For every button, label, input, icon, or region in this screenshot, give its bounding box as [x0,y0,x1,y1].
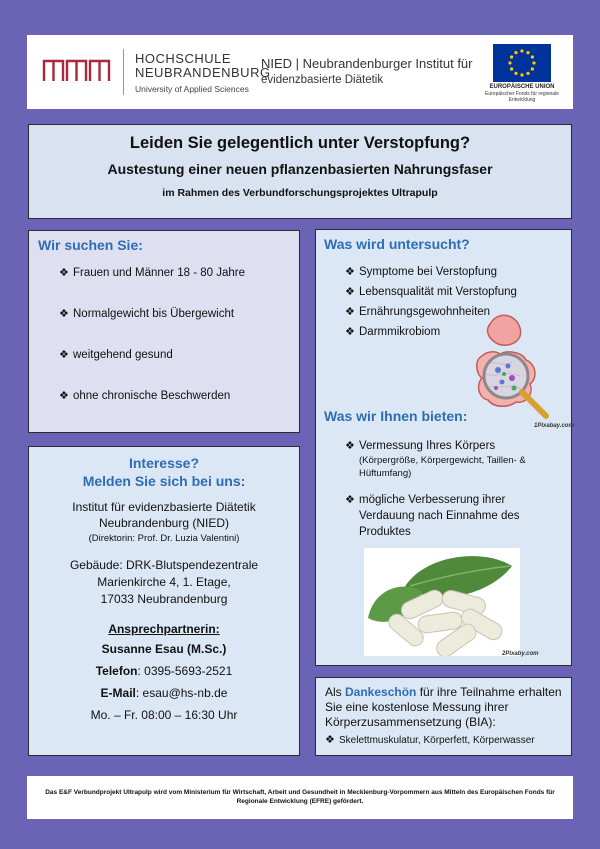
search-panel [28,230,300,433]
bullet-diamond-icon: ❖ [345,286,355,298]
email-line: E-Mail: esau@hs-nb.de [100,686,228,700]
bullet-diamond-icon: ❖ [345,266,355,278]
eu-star-icon [510,55,513,58]
subtitle: Austestung einer neuen pflanzenbasierten Nahrungsfaser [107,161,493,177]
eu-title: EUROPÄISCHE UNION [489,84,555,90]
funding-footer: Das E&F Verbundprojekt Ultrapulp wird vom Ministerium für Wirtschaft, Arbeit und Gesundheit in Mecklenburg-Vorpommern aus Mitteln des Europäischen Fonds für Regionale Entwicklung (EFRE) gefördert. [27,776,573,819]
bullet-diamond-icon: ❖ [59,390,69,402]
list-item: ❖ Darmmikrobiom [345,326,441,338]
hochschule-name: HOCHSCHULE NEUBRANDENBURG [135,51,271,80]
project-line: im Rahmen des Verbundforschungsprojektes Ultrapulp [162,187,438,199]
bullet-diamond-icon: ❖ [345,326,355,338]
list-item: ❖ Lebensqualität mit Verstopfung [345,286,517,298]
list-item: ❖ Ernährungsgewohnheiten [345,306,491,318]
eu-star-icon [526,51,529,54]
eu-star-icon [508,61,511,64]
list-item: ❖ Vermessung Ihres Körpers (Körpergröße, Körpergewicht, Taillen- & Hüftumfang) [345,440,526,479]
eu-star-icon [531,55,534,58]
image-credit: 1Pixabay.com [534,423,574,429]
phone-number[interactable]: : 0395-5693-2521 [137,664,233,678]
bullet-diamond-icon: ❖ [59,308,69,320]
thanks-text: Als Dankeschön für ihre Teilnahme erhalten Sie eine kostenlose Messung ihrer Körperzusammensetzung (BIA): [325,685,562,729]
thanks-panel [315,677,572,756]
list-item: ❖ mögliche Verbesserung ihrer Verdauung nach Einnahme des Produktes [345,494,520,538]
capsules-photo [364,548,520,656]
address: Gebäude: DRK-Blutspendezentrale Marienkirche 4, 1. Etage, 17033 Neubrandenburg [69,558,259,606]
examined-heading: Was wird untersucht? [324,236,470,252]
bullet-diamond-icon: ❖ [59,267,69,279]
office-hours: Mo. – Fr. 08:00 – 16:30 Uhr [90,708,238,722]
examination-panel [315,229,572,666]
logo-divider [123,49,124,95]
list-item: ❖ Normalgewicht bis Übergewicht [59,308,235,320]
bullet-diamond-icon: ❖ [325,734,335,746]
hochschule-subtitle: University of Applied Sciences [135,84,249,94]
bullet-diamond-icon: ❖ [345,440,355,452]
eu-star-icon [526,72,529,75]
eu-star-icon [510,67,513,70]
eu-star-icon [531,67,534,70]
eu-star-icon [520,73,523,76]
eu-subtitle: Europäischer Fonds für regionale Entwicklung [485,91,559,103]
eu-star-icon [532,61,535,64]
offer-heading: Was wir Ihnen bieten: [324,408,468,424]
eu-star-icon [514,72,517,75]
director: (Direktorin: Prof. Dr. Luzia Valentini) [88,533,240,544]
nied-name: NIED | Neubrandenburger Institut für [261,56,473,71]
bullet-diamond-icon: ❖ [345,306,355,318]
header-banner [27,35,573,109]
contact-person-label: Ansprechpartnerin: [108,622,220,636]
bullet-diamond-icon: ❖ [59,349,69,361]
contact-panel [28,446,300,756]
title-panel [28,124,572,219]
list-item: ❖ Frauen und Männer 18 - 80 Jahre [59,267,245,279]
list-item: ❖ ohne chronische Beschwerden [59,390,231,402]
eu-star-icon [514,51,517,54]
hochschule-logo-icon [41,55,113,83]
list-item: ❖ Skelettmuskulatur, Körperfett, Körperwasser [325,734,535,746]
search-heading: Wir suchen Sie: [38,237,143,253]
nied-subtitle: evidenzbasierte Diätetik [261,74,384,86]
list-item: ❖ Symptome bei Verstopfung [345,266,498,278]
digestive-magnifier-illustration [468,304,568,428]
contact-person-name: Susanne Esau (M.Sc.) [101,642,227,656]
list-item: ❖ weitgehend gesund [59,349,173,361]
institute-name: Institut für evidenzbasierte Diätetik Neubrandenburg (NIED) (Direktorin: Prof. Dr. Luzia Valentini) [29,499,299,547]
bullet-diamond-icon: ❖ [345,494,355,506]
main-title: Leiden Sie gelegentlich unter Verstopfung? [129,134,471,152]
email-address[interactable]: : esau@hs-nb.de [135,686,228,700]
image-credit: 2Pixaby.com [502,651,539,657]
phone-line: Telefon: 0395-5693-2521 [95,664,233,678]
eu-flag-icon [493,44,551,82]
contact-heading-2: Melden Sie sich bei uns: [82,473,246,489]
eu-star-icon [520,49,523,52]
contact-heading-1: Interesse? [128,455,200,471]
